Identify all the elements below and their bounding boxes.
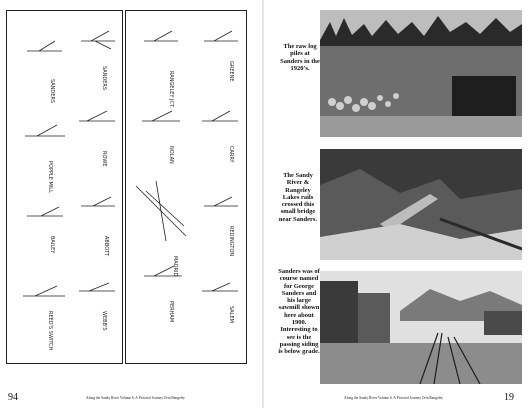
left-page bbox=[0, 0, 263, 408]
label-madrid: MADRID bbox=[172, 256, 178, 277]
label-nolan: NOLAN bbox=[168, 146, 174, 164]
label-rangeley-jct: RANGELEY JCT. bbox=[168, 71, 174, 109]
caption-log-piles: The raw log piles at Sanders in the 1920's. bbox=[280, 43, 320, 72]
label-webbs: WEBB'S bbox=[101, 311, 107, 331]
label-redington: REDINGTON bbox=[228, 226, 234, 257]
label-salem: SALEM bbox=[228, 306, 234, 323]
track-sketch-right bbox=[126, 11, 246, 363]
right-page-number: 19 bbox=[504, 392, 514, 403]
right-page bbox=[264, 0, 528, 408]
label-reeds-switch: REED'S SWITCH bbox=[47, 311, 53, 351]
track-diagram-right-panel bbox=[125, 10, 247, 364]
label-rowe: ROWE bbox=[101, 151, 107, 167]
label-perham: PERHAM bbox=[168, 301, 174, 323]
track-sketch-left bbox=[7, 11, 122, 363]
left-page-number: 94 bbox=[8, 392, 18, 403]
photo-bridge bbox=[320, 149, 522, 260]
track-diagram-left-panel bbox=[6, 10, 123, 364]
label-greene: GREENE bbox=[228, 61, 234, 82]
photo-sawmill bbox=[320, 271, 522, 384]
right-footer: Along the Sandy River Volume 6, A Pictorial Journey Orin Rangeley bbox=[344, 396, 443, 400]
caption-bridge: The Sandy River & Rangeley Lakes rails crossed this small bridge near Sanders. bbox=[278, 172, 318, 223]
label-popple-mill: POPPLE MILL bbox=[47, 161, 53, 193]
photo-log-piles bbox=[320, 10, 522, 137]
caption-sawmill: Sanders was of course named for George Sanders and his large sawmill shown here about 1900. Interesting to see is the passing siding is below grade. bbox=[278, 268, 320, 356]
label-abbott: ABBOTT bbox=[103, 236, 109, 257]
left-footer: Along the Sandy River Volume 6, A Pictorial Journey Orin Rangeley bbox=[86, 396, 185, 400]
label-bailey: BAILEY bbox=[49, 236, 55, 254]
label-sanders-2: SANDERS bbox=[101, 66, 107, 91]
label-carry: CARRY bbox=[228, 146, 234, 163]
label-sanders: SANDERS bbox=[49, 79, 55, 104]
